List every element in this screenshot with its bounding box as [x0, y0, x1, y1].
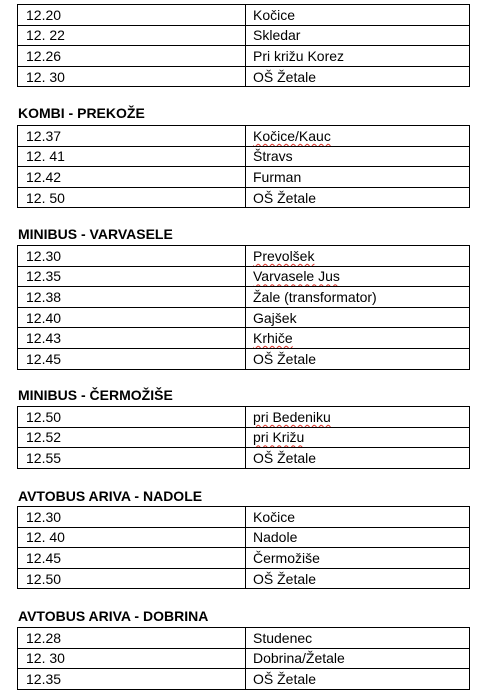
table-row: [18, 407, 470, 428]
table-row: [18, 527, 470, 548]
table-row: [18, 568, 470, 589]
stop-cell: Kočice: [246, 507, 470, 528]
time-cell: 12.43: [18, 328, 246, 349]
table-row: [18, 126, 470, 147]
section-heading-minibus-cermozise: MINIBUS - ČERMOŽIŠE: [18, 387, 173, 403]
schedule-table-minibus-cermozise: [17, 406, 470, 469]
time-cell: 12.28: [18, 628, 246, 649]
stop-cell: [246, 126, 470, 147]
time-cell: 12.50: [18, 407, 246, 428]
schedule-table-avtobus-nadole: [17, 506, 470, 589]
table-row: [18, 348, 470, 369]
time-cell: 12.40: [18, 307, 246, 328]
stop-text: Kočice/Kauc: [253, 127, 331, 144]
time-cell: 12.35: [18, 669, 246, 690]
stop-cell: [246, 246, 470, 267]
stop-text: Varvasele Jus: [253, 268, 340, 285]
stop-cell: Furman: [246, 167, 470, 188]
stop-cell: Kočice: [246, 5, 470, 26]
stop-text: pri Križu: [253, 429, 305, 446]
stop-cell: Nadole: [246, 527, 470, 548]
section-heading-avtobus-dobrina: AVTOBUS ARIVA - DOBRINA: [18, 608, 209, 624]
table-row: [18, 307, 470, 328]
time-cell: 12. 30: [18, 66, 246, 87]
stop-text: Krhiče: [253, 330, 293, 347]
time-cell: 12. 40: [18, 527, 246, 548]
time-cell: 12.45: [18, 348, 246, 369]
schedule-table-avtobus-dobrina: [17, 627, 470, 690]
table-row: [18, 167, 470, 188]
stop-cell: Dobrina/Žetale: [246, 648, 470, 669]
stop-cell: [246, 328, 470, 349]
stop-cell: Žale (transformator): [246, 287, 470, 308]
time-cell: 12.55: [18, 448, 246, 469]
time-cell: 12. 41: [18, 146, 246, 167]
time-cell: 12.45: [18, 548, 246, 569]
time-cell: 12.30: [18, 507, 246, 528]
time-cell: 12.26: [18, 46, 246, 67]
section-heading-minibus-varvasele: MINIBUS - VARVASELE: [18, 226, 173, 242]
schedule-table-kombi-prekoze: [17, 125, 470, 208]
table-row: [18, 25, 470, 46]
time-cell: 12.52: [18, 427, 246, 448]
time-cell: 12.30: [18, 246, 246, 267]
stop-cell: OŠ Žetale: [246, 348, 470, 369]
table-row: [18, 448, 470, 469]
table-row: [18, 146, 470, 167]
section-heading-avtobus-nadole: AVTOBUS ARIVA - NADOLE: [18, 488, 203, 504]
schedule-table-minibus-varvasele: [17, 245, 470, 370]
stop-cell: Čermožiše: [246, 548, 470, 569]
stop-cell: Štravs: [246, 146, 470, 167]
time-cell: 12. 30: [18, 648, 246, 669]
table-row: [18, 507, 470, 528]
table-row: [18, 648, 470, 669]
table-row: [18, 287, 470, 308]
time-cell: 12. 50: [18, 187, 246, 208]
stop-cell: [246, 407, 470, 428]
time-cell: 12.50: [18, 568, 246, 589]
stop-text: Prevolšek: [253, 247, 315, 264]
stop-cell: [246, 427, 470, 448]
time-cell: 12.35: [18, 266, 246, 287]
stop-cell: Skledar: [246, 25, 470, 46]
stop-cell: Gajšek: [246, 307, 470, 328]
stop-text: pri Bedeniku: [253, 408, 331, 425]
stop-cell: [246, 266, 470, 287]
time-cell: 12.20: [18, 5, 246, 26]
time-cell: 12. 22: [18, 25, 246, 46]
table-row: [18, 328, 470, 349]
stop-cell: OŠ Žetale: [246, 669, 470, 690]
table-row: [18, 5, 470, 26]
table-row: [18, 266, 470, 287]
schedule-table-0: [17, 4, 470, 87]
table-row: [18, 246, 470, 267]
time-cell: 12.38: [18, 287, 246, 308]
stop-cell: Pri križu Korez: [246, 46, 470, 67]
table-row: [18, 427, 470, 448]
table-row: [18, 628, 470, 649]
stop-cell: OŠ Žetale: [246, 66, 470, 87]
stop-cell: OŠ Žetale: [246, 448, 470, 469]
stop-cell: OŠ Žetale: [246, 187, 470, 208]
table-row: [18, 669, 470, 690]
section-heading-kombi-prekoze: KOMBI - PREKOŽE: [18, 105, 145, 121]
table-row: [18, 66, 470, 87]
stop-cell: Studenec: [246, 628, 470, 649]
table-row: [18, 187, 470, 208]
table-row: [18, 46, 470, 67]
time-cell: 12.42: [18, 167, 246, 188]
time-cell: 12.37: [18, 126, 246, 147]
table-row: [18, 548, 470, 569]
stop-cell: OŠ Žetale: [246, 568, 470, 589]
